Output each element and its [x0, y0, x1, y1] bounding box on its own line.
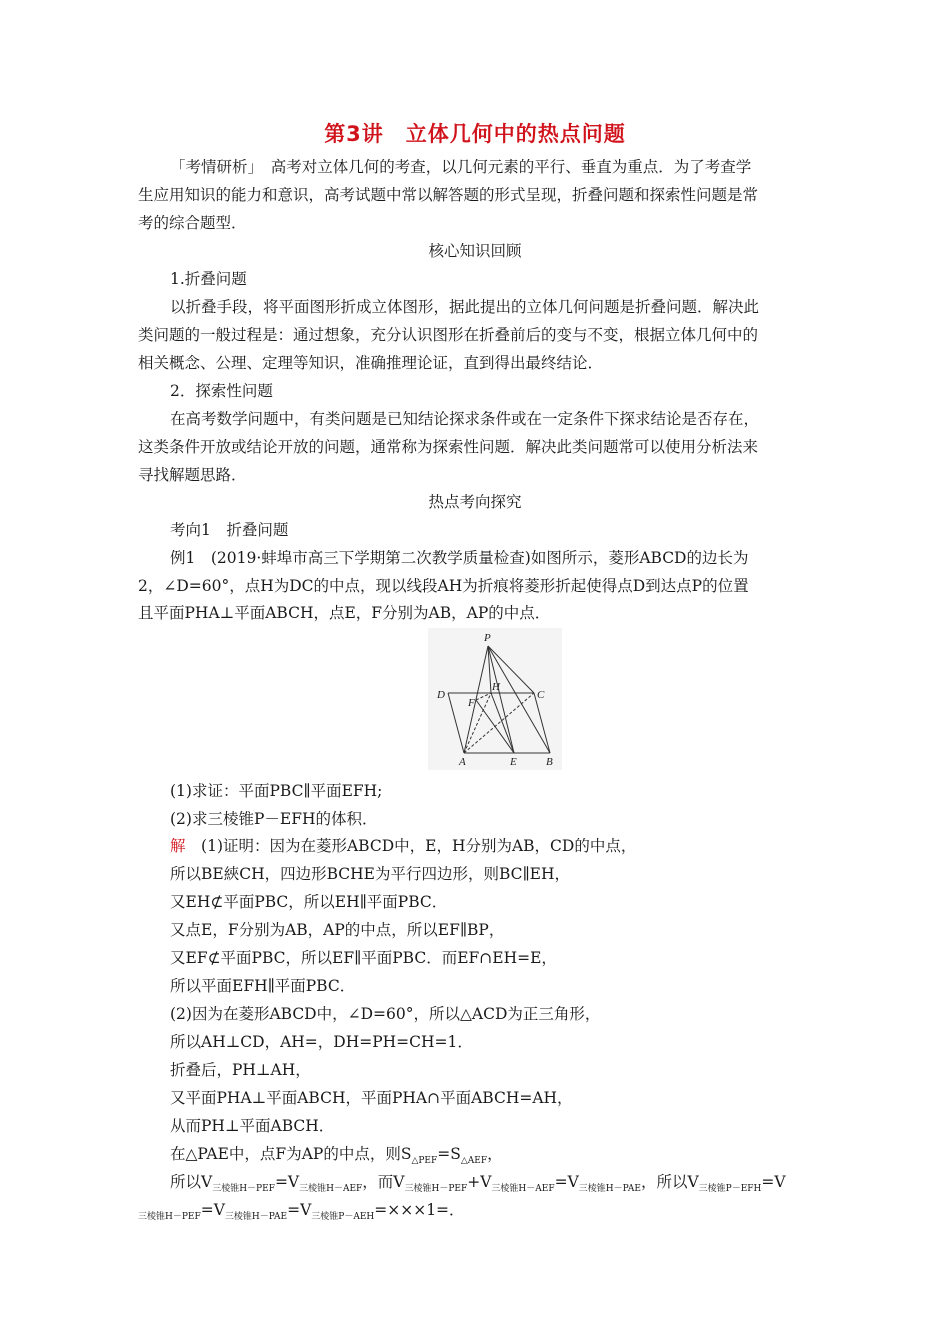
section-heading-review: 核心知识回顾 — [428, 242, 522, 260]
s13-text-e: =V — [554, 1173, 579, 1191]
label-D: D — [437, 689, 445, 701]
question-1: (1)求证：平面PBC∥平面EFH; — [170, 782, 383, 800]
solution-label: 解 — [170, 837, 186, 855]
solution-line-10: 又平面PHA⊥平面ABCH，平面PHA∩平面ABCH=AH， — [170, 1089, 573, 1107]
solution-line-13 — [170, 1172, 786, 1199]
item1-line-3: 相关概念、公理、定理等知识，准确推理论证，直到得出最终结论． — [138, 354, 604, 372]
example1-line-2: 2，∠D=60°，点H为DC的中点，现以线段AH为折痕将菱形折起使得点D到达点P的位置 — [138, 577, 749, 595]
solution-line-11: 从而PH⊥平面ABCH． — [170, 1117, 335, 1135]
solution-line-7: (2)因为在菱形ABCD中，∠D=60°，所以△ACD为正三角形， — [170, 1005, 601, 1023]
s14-text-a: =V — [200, 1201, 225, 1219]
s13-sub-6: 三棱锥P－EFH — [698, 1184, 762, 1195]
folding-diagram — [428, 628, 562, 770]
label-H: H — [492, 681, 500, 693]
s14-text-c: =×××1=． — [374, 1201, 465, 1219]
s13-text-f: ，所以V — [640, 1173, 699, 1191]
s14-text-b: =V — [287, 1201, 312, 1219]
s14-sub-1: 三棱锥H－PEF — [138, 1212, 201, 1223]
item2-line-3: 寻找解题思路． — [138, 466, 247, 484]
solution-line-4: 又点E，F分别为AB，AP的中点，所以EF∥BP， — [170, 921, 505, 939]
label-B: B — [546, 756, 553, 768]
direction-1-heading: 考向1 折叠问题 — [170, 521, 289, 539]
s14-sub-3: 三棱锥P－AEH — [311, 1212, 375, 1223]
s13-text-d: +V — [467, 1173, 492, 1191]
section-heading-hotspots: 热点考向探究 — [428, 493, 522, 511]
item2-heading: 2．探索性问题 — [170, 382, 273, 400]
s13-sub-5: 三棱锥H－PAE — [578, 1184, 641, 1195]
s13-text-b: =V — [274, 1173, 300, 1191]
s12-text-b: =S — [437, 1145, 461, 1163]
s13-text-a: 所以V — [170, 1173, 213, 1191]
solution-line-3: 又EH⊄平面PBC，所以EH∥平面PBC． — [170, 893, 448, 911]
s14-sub-2: 三棱锥H－PAE — [224, 1212, 288, 1223]
s12-sub-1: △PEF — [411, 1156, 438, 1167]
example1-line-1: 例1 (2019·蚌埠市高三下学期第二次教学质量检查)如图所示，菱形ABCD的边长为 — [170, 549, 749, 567]
item2-line-2: 这类条件开放或结论开放的问题，通常称为探索性问题．解决此类问题常可以使用分析法来 — [138, 438, 759, 456]
s12-sub-2: △AEF — [460, 1156, 488, 1167]
s12-text-c: ， — [487, 1145, 503, 1163]
s13-sub-2: 三棱锥H－AEF — [299, 1184, 363, 1195]
item1-line-2: 类问题的一般过程是：通过想象，充分认识图形在折叠前后的变与不变，根据立体几何中的 — [138, 326, 759, 344]
solution-line-1 — [170, 836, 636, 856]
s13-sub-3: 三棱锥H－PEF — [404, 1184, 468, 1195]
solution-line-12 — [170, 1144, 503, 1171]
intro-line-2: 生应用知识的能力和意识，高考试题中常以解答题的形式呈现，折叠问题和探索性问题是常 — [138, 186, 759, 204]
label-F: F — [468, 697, 475, 709]
item1-line-1: 以折叠手段，将平面图形折成立体图形，据此提出的立体几何问题是折叠问题．解决此 — [170, 298, 760, 316]
s13-text-c: ，而V — [362, 1173, 405, 1191]
intro-line-1: 「考情研析」 高考对立体几何的考查，以几何元素的平行、垂直为重点．为了考查学 — [170, 158, 752, 176]
s13-sub-4: 三棱锥H－AEF — [491, 1184, 555, 1195]
label-A: A — [459, 756, 466, 768]
s13-sub-1: 三棱锥H－PEF — [212, 1184, 275, 1195]
label-E: E — [510, 756, 517, 768]
geometry-figure — [428, 628, 562, 770]
s12-text-a: 在△PAE中，点F为AP的中点，则S — [170, 1145, 412, 1163]
solution-line-8: 所以AH⊥CD，AH=，DH=PH=CH=1． — [170, 1033, 473, 1051]
s13-text-g: =V — [761, 1173, 786, 1191]
item2-line-1: 在高考数学问题中，有类问题是已知结论探求条件或在一定条件下探求结论是否存在， — [170, 410, 760, 428]
item1-heading: 1.折叠问题 — [170, 270, 247, 288]
page-title: 第3讲 立体几何中的热点问题 — [324, 122, 626, 146]
solution-text-1: (1)证明：因为在菱形ABCD中，E，H分别为AB，CD的中点， — [201, 837, 637, 855]
solution-line-9: 折叠后，PH⊥AH， — [170, 1061, 311, 1079]
solution-line-6: 所以平面EFH∥平面PBC． — [170, 977, 356, 995]
solution-line-14 — [138, 1200, 465, 1227]
question-2: (2)求三棱锥P－EFH的体积． — [170, 810, 378, 828]
solution-line-2: 所以BE綊CH，四边形BCHE为平行四边形，则BC∥EH， — [170, 865, 570, 883]
intro-line-3: 考的综合题型． — [138, 214, 247, 232]
label-C: C — [537, 689, 545, 701]
example1-line-3: 且平面PHA⊥平面ABCH，点E，F分别为AB，AP的中点． — [138, 604, 551, 622]
label-P: P — [484, 632, 491, 644]
solution-line-5: 又EF⊄平面PBC，所以EF∥平面PBC．而EF∩EH=E， — [170, 949, 557, 967]
